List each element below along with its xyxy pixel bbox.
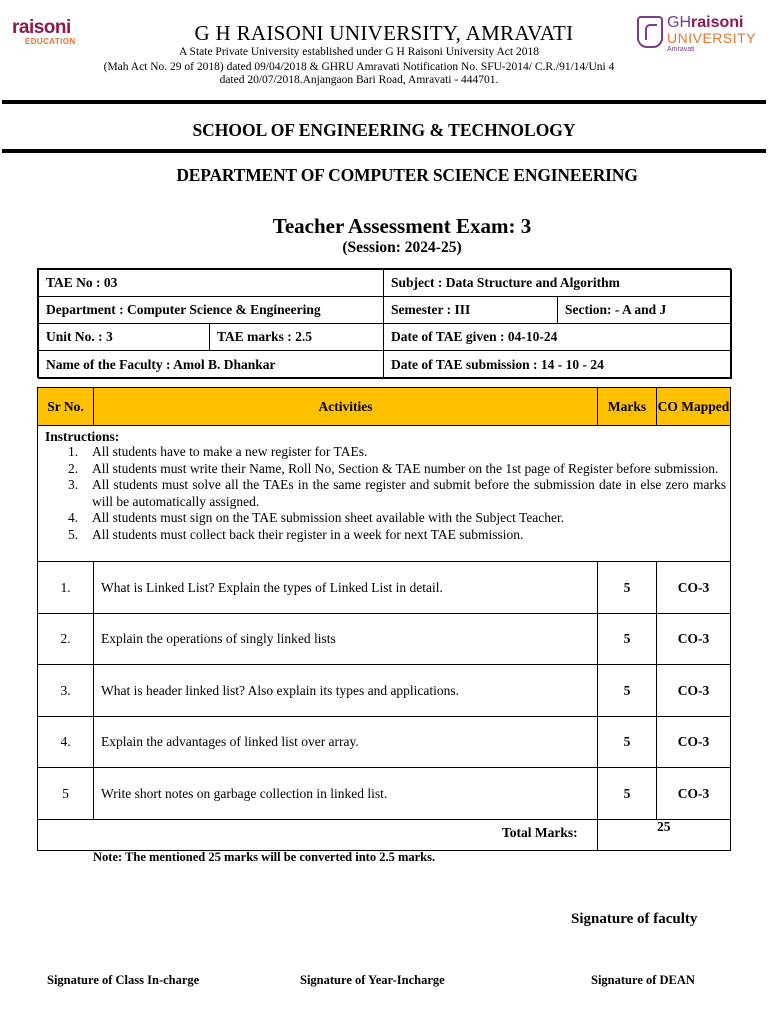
- instruction-text: All students have to make a new register for TAEs.: [92, 444, 368, 459]
- school-divider: [2, 149, 766, 153]
- instruction-item: [46, 527, 726, 544]
- question-co: CO-3: [656, 716, 731, 768]
- question-sr: 4.: [37, 716, 94, 768]
- exam-title: Teacher Assessment Exam: 3: [272, 214, 532, 238]
- instruction-item: [46, 477, 726, 510]
- session-label: (Session: 2024-25): [342, 239, 462, 256]
- header-co-mapped: CO Mapped: [656, 387, 731, 426]
- question-text: Write short notes on garbage collection in linked list.: [93, 767, 598, 820]
- signature-dean: Signature of DEAN: [591, 973, 695, 987]
- question-sr: 1.: [37, 561, 94, 614]
- question-marks: 5: [597, 767, 657, 820]
- section: Section: - A and J: [557, 296, 732, 324]
- signature-faculty: Signature of faculty: [571, 911, 698, 927]
- question-sr: 2.: [37, 613, 94, 665]
- subject: Subject : Data Structure and Algorithm: [383, 269, 732, 297]
- instruction-item: [46, 510, 726, 527]
- question-sr: 3.: [37, 664, 94, 717]
- tae-number: TAE No : 03: [38, 269, 384, 297]
- logo-word: raisoni: [12, 17, 71, 38]
- instruction-number: 4.: [68, 510, 79, 526]
- semester: Semester : III: [383, 296, 558, 324]
- question-text: Explain the advantages of linked list over array.: [93, 716, 598, 768]
- exam-info-table: [37, 268, 731, 378]
- department-title: DEPARTMENT OF COMPUTER SCIENCE ENGINEERING: [176, 165, 638, 185]
- question-marks: 5: [597, 716, 657, 768]
- header-sr-no: Sr No.: [37, 387, 94, 426]
- tae-marks: TAE marks : 2.5: [209, 323, 384, 351]
- question-text: What is header linked list? Also explain its types and applications.: [93, 664, 598, 717]
- logo-gh: GH: [667, 14, 691, 31]
- date-given: Date of TAE given : 04-10-24: [383, 323, 732, 351]
- faculty-name: Name of the Faculty : Amol B. Dhankar: [38, 350, 384, 379]
- conversion-note: Note: The mentioned 25 marks will be converted into 2.5 marks.: [93, 850, 436, 864]
- question-co: CO-3: [656, 767, 731, 820]
- total-marks-label: Total Marks:: [502, 825, 578, 840]
- logo-university: UNIVERSITY: [667, 30, 757, 46]
- school-title: SCHOOL OF ENGINEERING & TECHNOLOGY: [192, 120, 576, 140]
- activities-table: [37, 387, 731, 851]
- total-marks-value: 25: [657, 819, 671, 834]
- instruction-text: All students must write their Name, Roll No, Section & TAE number on the 1st page of Register before submission.: [92, 460, 719, 476]
- header-marks: Marks: [597, 387, 657, 426]
- logo-brand: raisoni: [691, 14, 744, 31]
- instruction-number: 5.: [68, 526, 79, 542]
- university-subtitle-2: (Mah Act No. 29 of 2018) dated 09/04/2018 & GHRU Amravati Notification No. SFU-2014/ C.R./91/14/Uni 4 dated 20/07/2018.Anjangaon Bari Road, Amravati - 444701.: [103, 61, 615, 86]
- instruction-item: [46, 461, 726, 478]
- instructions-title: Instructions:: [45, 429, 120, 444]
- instruction-text: All students must solve all the TAEs in the same register and submit before the submission date in else zero marks will be automatically assigned.: [92, 477, 726, 509]
- logo-sub: EDUCATION: [25, 37, 76, 46]
- instructions-list: [46, 444, 726, 544]
- unit-number: Unit No. : 3: [38, 323, 210, 351]
- question-marks: 5: [597, 613, 657, 665]
- instruction-number: 1.: [68, 444, 79, 459]
- question-marks: 5: [597, 664, 657, 717]
- date-submission: Date of TAE submission : 14 - 10 - 24: [383, 350, 732, 379]
- header-divider: [2, 100, 766, 104]
- question-sr: 5: [37, 767, 94, 820]
- instruction-item: [46, 444, 726, 461]
- instructions-block: [37, 425, 731, 562]
- question-co: CO-3: [656, 613, 731, 665]
- signature-class-incharge: Signature of Class In-charge: [47, 973, 200, 987]
- question-marks: 5: [597, 561, 657, 614]
- instruction-number: 3.: [68, 477, 79, 493]
- question-text: What is Linked List? Explain the types of Linked List in detail.: [93, 561, 598, 614]
- university-subtitle-1: A State Private University established under G H Raisoni University Act 2018: [179, 46, 539, 58]
- header-activities: Activities: [93, 387, 598, 426]
- instruction-number: 2.: [68, 460, 79, 476]
- instruction-text: All students must sign on the TAE submission sheet available with the Subject Teacher.: [92, 510, 565, 526]
- logo-city: Amravati: [667, 46, 695, 53]
- question-co: CO-3: [656, 561, 731, 614]
- university-title: G H RAISONI UNIVERSITY, AMRAVATI: [194, 21, 574, 45]
- question-co: CO-3: [656, 664, 731, 717]
- department-info: Department : Computer Science & Engineering: [38, 296, 384, 324]
- question-text: Explain the operations of singly linked lists: [93, 613, 598, 665]
- instruction-text: All students must collect back their register in a week for next TAE submission.: [92, 526, 524, 542]
- signature-year-incharge: Signature of Year-Incharge: [300, 973, 445, 987]
